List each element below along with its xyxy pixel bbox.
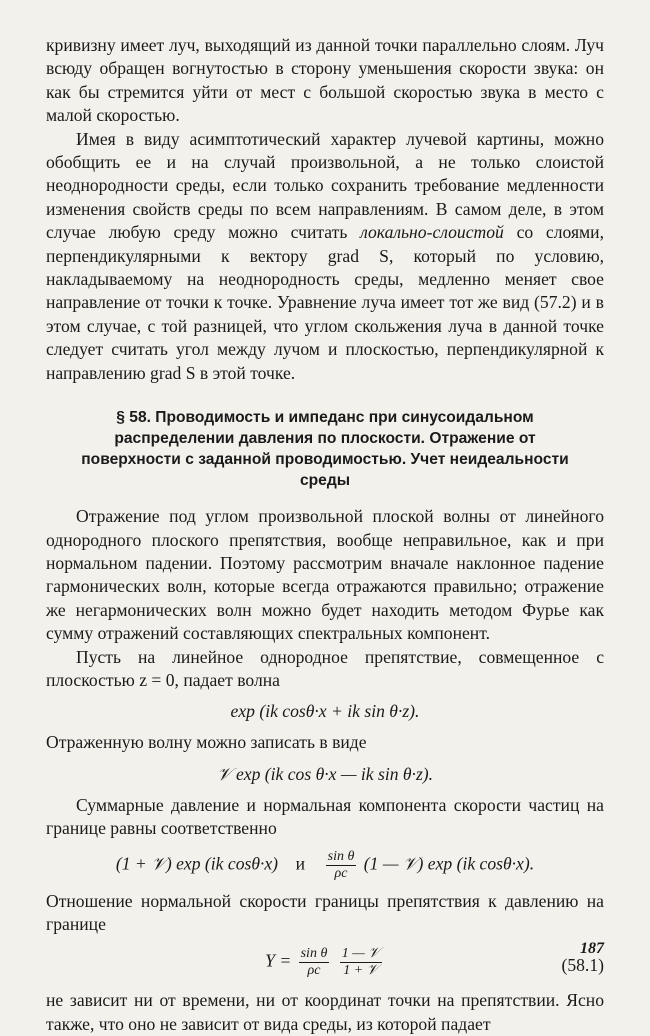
formula-boundary-values: (1 + 𝒱) exp (ik cosθ·x) и $\frac{\text{sin θ}}{\rho c}$ (1 — 𝒱) exp (ik cosθ·x). [115,848,535,881]
formula-incident-wave: exp (ik cosθ·x + ik sin θ·z). [230,701,420,722]
paragraph-4: Пусть на линейное однородное препятствие, совмещенное с плоскостью z = 0, падает волна [46,646,604,690]
paragraph-6: Суммарные давление и нормальная компонента скорости частиц на границе равны соответственно [46,794,604,839]
equation-58-1: Y = $\frac{\text{sin θ}}{\rho c}$ $\frac{\text{1 — 𝒱}}{\text{1 + 𝒱}}$ (58.1) [265,946,604,979]
page-body [46,34,604,1036]
paragraph-8: не зависит ни от времени, ни от координат точки на препятствии. Ясно также, что оно не зависит от вида среды, из которой падает [46,990,604,1034]
paragraph-2: Имея в виду асимптотический характер лучевой картины, можно обобщить ее и на случай произвольной, а не только слоистой неоднородности среды, если только сохранить требование медленности изменения свойств среды по всем направлениям. В самом деле, в этом случае любую среду можно считать локально-слоистой со слоями, перпендикулярными к вектору grad S, который по условию, накладываемому на неоднородность среды, медленно меняет свое направление от точки к точке. Уравнение луча имеет тот же вид (57.2) и в этом случае, с той разницей, что углом скольжения луча в данной точке следует считать угол между лучом и плоскостью, перпендикулярной к направлению grad S в этой точке. [46,128,604,383]
section-heading: § 58. Проводимость и импеданс при синусоидальном распределении давления по плоскости. Отражение от поверхности с заданной проводимостью. Учет неидеальности среды [81,409,569,490]
emphasis-term: локально-слоистой [360,222,504,243]
equation-number: (58.1) [561,955,604,976]
paragraph-7: Отношение нормальной скорости границы препятствия к давлению на границе [46,890,604,934]
paragraph-5: Отраженную волну можно записать в виде [46,732,367,753]
paragraph-3: Отражение под углом произвольной плоской волны от линейного однородного плоского препятствия, вообще неправильное, как и при нормальном падении. Поэтому рассмотрим вначале наклонное падение гармонических волн, которые всегда отражаются правильно; отражение же негармонических волн можно будет находить методом Фурье как сумму отражений составляющих спектральных компонент. [46,506,604,644]
fraction-sin-over-rhoc: $\frac{\text{sin θ}}{\rho c}$ [327,848,355,881]
paragraph-1: кривизну имеет луч, выходящий из данной точки параллельно слоям. Луч всюду обращен вогнутостью в сторону уменьшения скорости звука: он как бы стремится уйти от мест с большой скоростью звука в место с малой скоростью. [46,35,604,126]
formula-reflected-wave: 𝒱 exp (ik cos θ·x — ik sin θ·z). [216,763,434,784]
page-number: 187 [580,940,604,957]
